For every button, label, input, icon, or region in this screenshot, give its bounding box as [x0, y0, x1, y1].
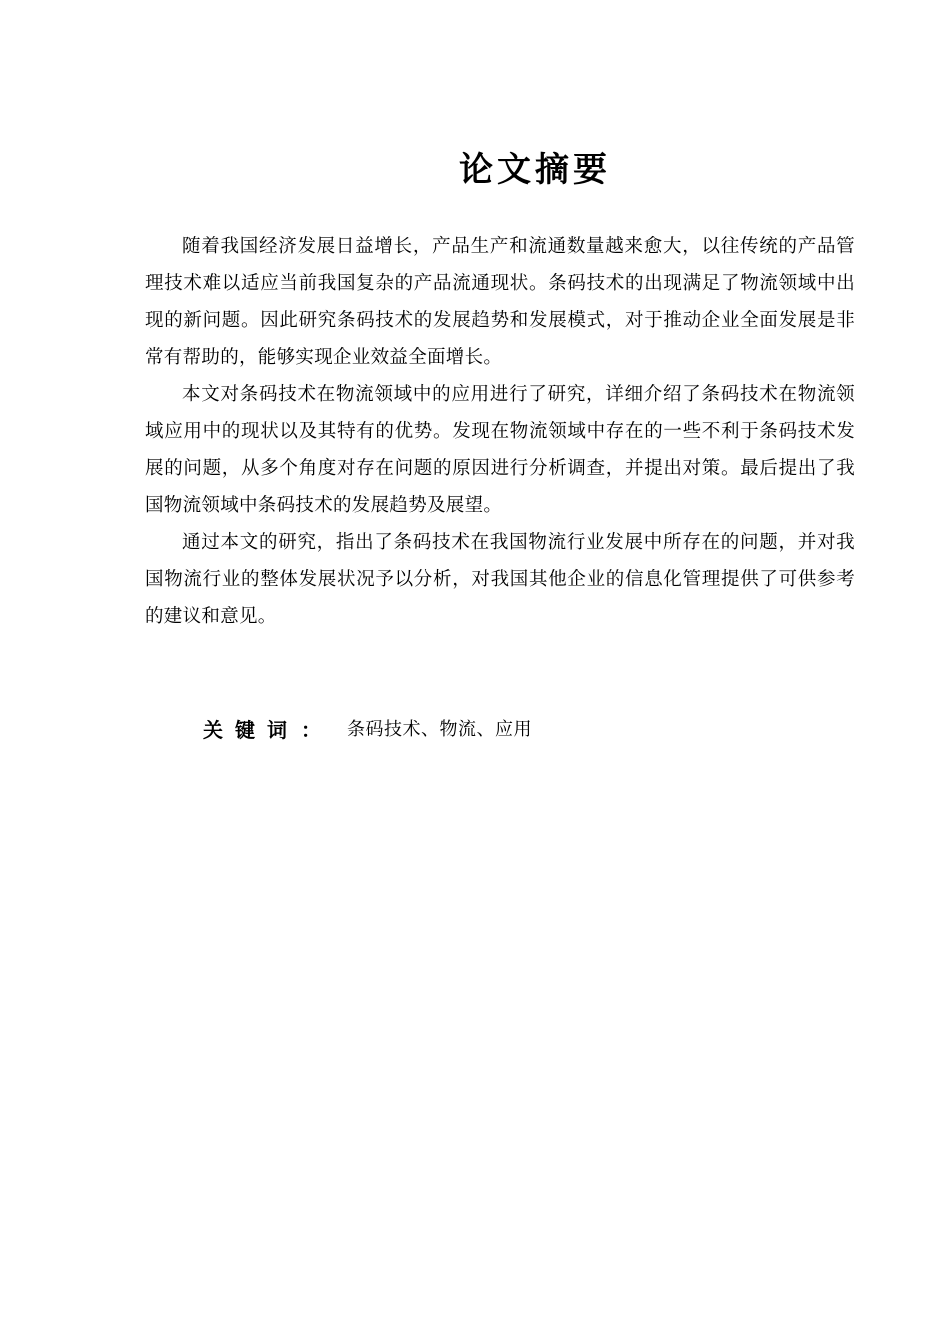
keywords-label: 关键词	[203, 717, 299, 742]
keywords-line	[203, 710, 803, 746]
keywords-value: 条码技术、物流、应用	[347, 719, 532, 740]
page-title: 论文摘要	[459, 150, 611, 190]
abstract-body	[145, 228, 855, 635]
keywords-colon: ：	[301, 717, 321, 742]
abstract-paragraph-1: 随着我国经济发展日益增长，产品生产和流通数量越来愈大，以往传统的产品管理技术难以适应当前我国复杂的产品流通现状。条码技术的出现满足了物流领域中出现的新问题。因此研究条码技术的发展趋势和发展模式，对于推动企业全面发展是非常有帮助的，能够实现企业效益全面增长。	[145, 236, 855, 368]
abstract-paragraph-3: 通过本文的研究，指出了条码技术在我国物流行业发展中所存在的问题，并对我国物流行业的整体发展状况予以分析，对我国其他企业的信息化管理提供了可供参考的建议和意见。	[145, 532, 855, 627]
abstract-paragraph-2: 本文对条码技术在物流领域中的应用进行了研究，详细介绍了条码技术在物流领域应用中的现状以及其特有的优势。发现在物流领域中存在的一些不利于条码技术发展的问题，从多个角度对存在问题的原因进行分析调查，并提出对策。最后提出了我国物流领域中条码技术的发展趋势及展望。	[145, 384, 855, 516]
